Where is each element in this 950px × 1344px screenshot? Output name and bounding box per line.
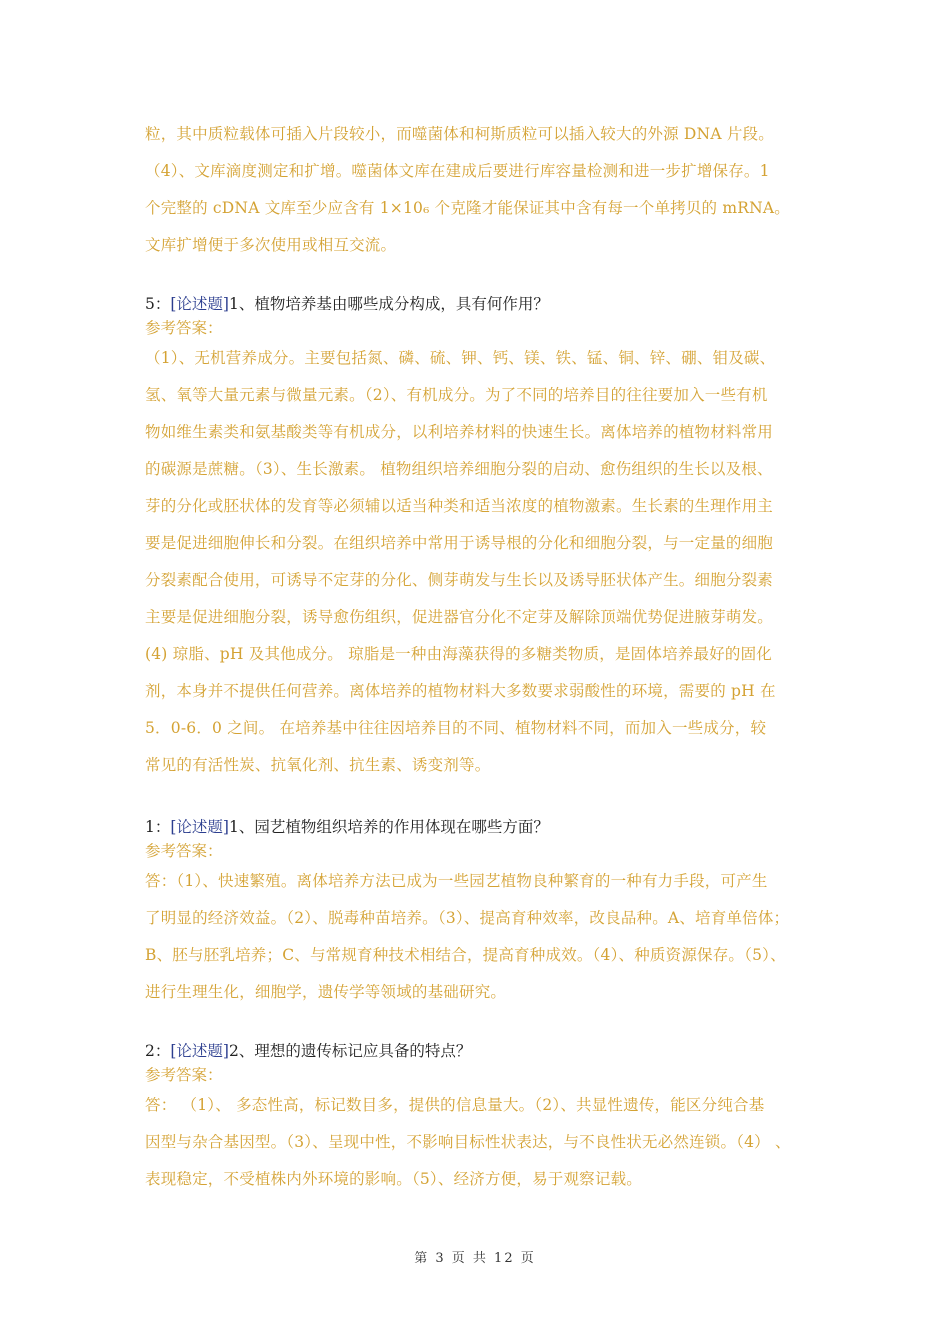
- answer-line: 要是促进细胞伸长和分裂。在组织培养中常用于诱导根的分化和细胞分裂，与一定量的细胞: [145, 534, 774, 552]
- question-number: 2：: [145, 1042, 171, 1060]
- answer-line: （1）、无机营养成分。主要包括氮、磷、硫、钾、钙、镁、铁、锰、铜、锌、硼、钼及碳、: [145, 349, 776, 367]
- answer-line: 表现稳定，不受植株内外环境的影响。（5）、经济方便，易于观察记载。: [145, 1170, 642, 1188]
- question-2: [145, 1039, 815, 1063]
- answer-line: 因型与杂合基因型。（3）、呈现中性，不影响目标性状表达，与不良性状无必然连锁。（4） 、: [145, 1133, 791, 1151]
- answer-line: 了明显的经济效益。（2）、脱毒种苗培养。（3）、提高育种效率，改良品种。A、培育单倍体；: [145, 909, 790, 927]
- answer-line: 主要是促进细胞分裂，诱导愈伤组织，促进器官分化不定芽及解除顶端优势促进腋芽萌发。: [145, 608, 774, 626]
- question-5: [145, 292, 815, 316]
- answer-line: 文库扩增便于多次使用或相互交流。: [145, 236, 397, 254]
- question-text: 1、园艺植物组织培养的作用体现在哪些方面？: [228, 818, 549, 836]
- reference-answer-label: 参考答案：: [145, 842, 223, 860]
- answer-line: 常见的有活性炭、抗氧化剂、抗生素、诱变剂等。: [145, 756, 491, 774]
- answer-5: [145, 340, 815, 784]
- answer-2: [145, 1087, 815, 1198]
- question-1: [145, 815, 815, 839]
- answer-line: 芽的分化或胚状体的发育等必须辅以适当种类和适当浓度的植物激素。生长素的生理作用主: [145, 497, 774, 515]
- question-type-tag: [论述题]: [170, 295, 229, 313]
- answer-line: 分裂素配合使用，可诱导不定芽的分化、侧芽萌发与生长以及诱导胚状体产生。细胞分裂素: [145, 571, 774, 589]
- answer-line: (4) 琼脂、pH 及其他成分。 琼脂是一种由海藻获得的多糖类物质，是固体培养最好的固化: [145, 645, 772, 663]
- question-number: 5：: [145, 295, 171, 313]
- reference-answer-label: 参考答案：: [145, 1066, 223, 1084]
- answer-line: 粒，其中质粒载体可插入片段较小，而噬菌体和柯斯质粒可以插入较大的外源 DNA 片段。: [145, 125, 774, 143]
- reference-answer-label: 参考答案：: [145, 319, 223, 337]
- answer-line: 答： （1）、 多态性高，标记数目多，提供的信息量大。（2）、共显性遗传，能区分纯合基: [145, 1096, 765, 1114]
- question-text: 1、植物培养基由哪些成分构成，具有何作用？: [228, 295, 549, 313]
- answer-line: 进行生理生化，细胞学，遗传学等领域的基础研究。: [145, 983, 507, 1001]
- question-text: 2、理想的遗传标记应具备的特点？: [228, 1042, 472, 1060]
- answer-line: 答：（1）、快速繁殖。离体培养方法已成为一些园艺植物良种繁育的一种有力手段，可产生: [145, 872, 768, 890]
- answer-line: B、胚与胚乳培养；C、与常规育种技术相结合，提高育种成效。（4）、种质资源保存。（5）、: [145, 946, 786, 964]
- answer-line: 氢、氧等大量元素与微量元素。（2）、有机成分。为了不同的培养目的往往要加入一些有机: [145, 386, 768, 404]
- answer-line: 物如维生素类和氨基酸类等有机成分，以利培养材料的快速生长。离体培养的植物材料常用: [145, 423, 774, 441]
- answer-line: 剂，本身并不提供任何营养。离体培养的植物材料大多数要求弱酸性的环境，需要的 pH 在: [145, 682, 776, 700]
- answer-line: 5．0-6．0 之间。 在培养基中往往因培养目的不同、植物材料不同，而加入一些成分，较: [145, 719, 767, 737]
- question-number: 1：: [145, 818, 171, 836]
- page-footer: 第 3 页 共 12 页: [414, 1251, 536, 1266]
- answer-1: [145, 863, 815, 1011]
- question-type-tag: [论述题]: [170, 1042, 229, 1060]
- answer-line: （4）、文库滴度测定和扩增。噬菌体文库在建成后要进行库容量检测和进一步扩增保存。1: [145, 162, 770, 180]
- question-type-tag: [论述题]: [170, 818, 229, 836]
- answer-line: 个完整的 cDNA 文库至少应含有 1×10₆ 个克隆才能保证其中含有每一个单拷贝的 mRNA。: [145, 199, 791, 217]
- answer-line: 的碳源是蔗糖。（3）、生长激素。 植物组织培养细胞分裂的启动、愈伤组织的生长以及根、: [145, 460, 773, 478]
- answer-continued: [145, 116, 815, 264]
